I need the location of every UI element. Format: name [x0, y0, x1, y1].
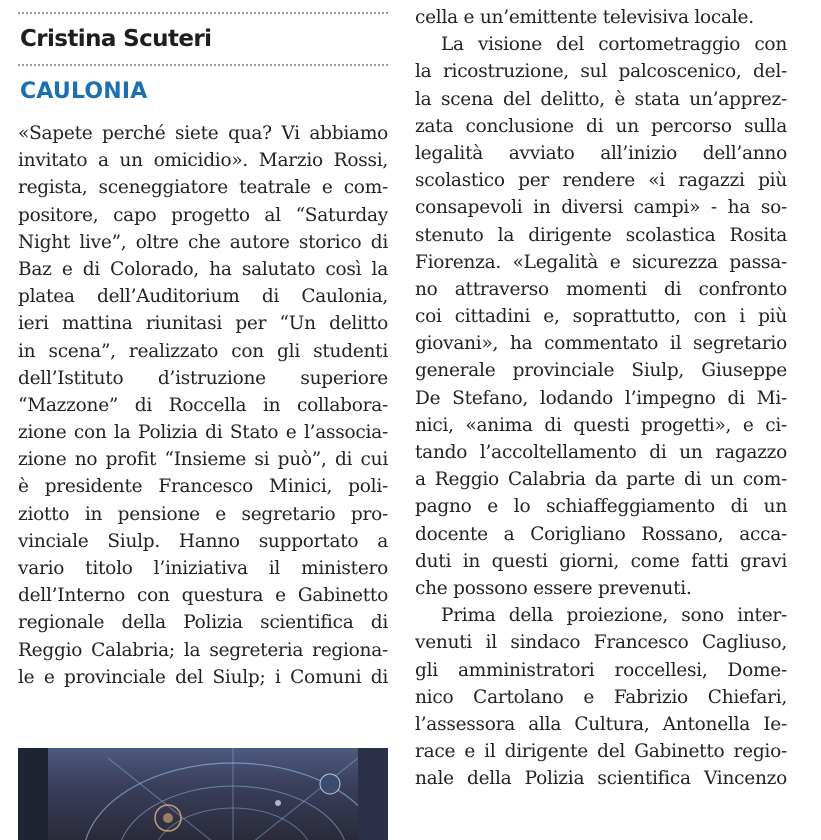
text-line: nico Cartolano e Fabrizio Chiefari,	[415, 686, 787, 708]
text-line: invitato a un omicidio». Marzio Rossi,	[18, 150, 388, 172]
text-line: a Reggio Calabria da parte di un com-	[415, 469, 787, 491]
text-line: regista, sceneggiatore teatrale e com-	[18, 177, 388, 199]
text-line: legalità avviato all’inizio dell’anno	[415, 142, 787, 164]
text-line: Baz e di Colorado, ha salutato così la	[18, 258, 388, 280]
text-line: duti in questi giorni, come fatti gravi	[415, 550, 787, 572]
text-line: la scena del delitto, è stata un’apprez-	[415, 88, 787, 110]
text-line: La visione del cortometraggio con	[441, 34, 787, 56]
text-line: venuti il sindaco Francesco Cagliuso,	[415, 632, 787, 654]
text-line: dell’Interno con questura e Gabinetto	[18, 585, 388, 607]
text-line: docente a Corigliano Rossano, acca-	[415, 523, 787, 545]
text-line: vario titolo l’iniziativa il ministero	[18, 558, 388, 579]
location-heading: CAULONIA	[20, 79, 148, 104]
left-column	[18, 0, 388, 840]
text-line: ieri mattina riunitasi per “Un delitto	[18, 313, 388, 335]
text-line: l’assessora alla Cultura, Antonella Ie-	[415, 713, 787, 735]
text-line: scolastico per rendere «i ragazzi più	[415, 170, 787, 192]
text-line: che possono essere prevenuti.	[415, 577, 692, 599]
text-line: ziotto in pensione e segretario pro-	[18, 503, 388, 525]
text-line: gli amministratori roccellesi, Dome-	[415, 659, 787, 681]
text-line: race e il dirigente del Gabinetto regio-	[415, 741, 787, 763]
right-column	[415, 0, 787, 840]
author-byline: Cristina Scuteri	[20, 26, 212, 52]
text-line: nale della Polizia scientifica Vincenzo	[415, 768, 787, 790]
text-line: “Mazzone” di Roccella in collabora-	[18, 394, 388, 416]
text-line: Prima della proiezione, sono inter-	[441, 605, 787, 627]
text-line: la ricostruzione, sul palcoscenico, del-	[415, 61, 787, 83]
text-line: in scena”, realizzato con gli studenti	[18, 340, 388, 362]
text-line: vinciale Siulp. Hanno supportato a	[18, 530, 388, 552]
text-line: positore, capo progetto al “Saturday	[18, 204, 388, 226]
article-body-left	[18, 120, 388, 691]
text-line: Reggio Calabria; la segreteria regiona-	[18, 639, 388, 661]
byline-divider	[18, 64, 388, 66]
text-line: generale provinciale Siulp, Giuseppe	[415, 360, 787, 382]
text-line: tando l’accoltellamento di un ragazzo	[415, 442, 787, 463]
top-divider	[18, 12, 388, 14]
article-photo	[18, 748, 388, 840]
text-line: è presidente Francesco Minici, poli-	[18, 476, 388, 498]
text-line: zione con la Polizia di Stato e l’associa-	[18, 422, 388, 444]
text-line: giovani», ha commentato il segretario	[415, 333, 787, 355]
text-line: coi cittadini e, soprattutto, con i più	[415, 306, 787, 328]
article-body-right	[415, 4, 787, 792]
text-line: zata conclusione di un percorso sulla	[415, 115, 787, 137]
text-line: zione no profit “Insieme si può”, di cui	[18, 449, 388, 471]
text-line: Night live”, oltre che autore storico di	[18, 231, 388, 253]
text-line: De Stefano, lodando l’impegno di Mi-	[415, 387, 787, 409]
photo-stage-graphic	[18, 748, 388, 840]
text-line: platea dell’Auditorium di Caulonia,	[18, 286, 388, 308]
text-line: no attraverso momenti di confronto	[415, 278, 787, 300]
text-line: pagno e lo schiaffeggiamento di un	[415, 496, 787, 518]
text-line: le e provinciale del Siulp; i Comuni di	[18, 666, 388, 688]
text-line: stenuto la dirigente scolastica Rosita	[415, 224, 787, 246]
text-line: nici, «anima di questi progetti», e ci-	[415, 414, 787, 436]
text-line: Fiorenza. «Legalità e sicurezza passa-	[415, 251, 787, 273]
text-line: consapevoli in diversi campi» - ha so-	[415, 197, 787, 219]
text-line: cella e un’emittente televisiva locale.	[415, 7, 754, 28]
text-line: dell’Istituto d’istruzione superiore	[18, 367, 388, 389]
text-line: «Sapete perché siete qua? Vi abbiamo	[18, 123, 388, 144]
text-line: regionale della Polizia scientifica di	[18, 612, 388, 634]
